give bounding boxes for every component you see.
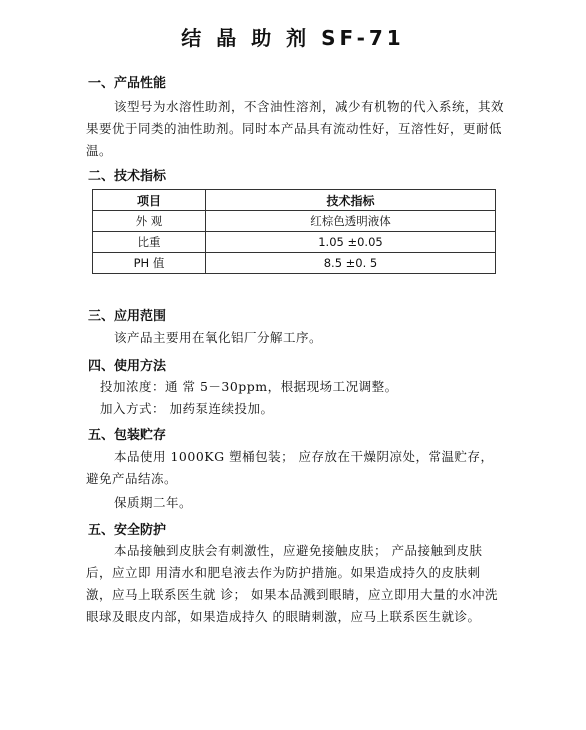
table-cell: 1.05 ±0.05 — [205, 232, 495, 253]
table-cell: 外 观 — [93, 211, 206, 232]
section-heading-usage: 四、使用方法 — [88, 359, 167, 374]
table-cell: 红棕色透明液体 — [205, 211, 495, 232]
storage-shelf-life: 保质期二年。 — [114, 495, 193, 510]
section-heading-safety: 五、安全防护 — [88, 523, 167, 538]
section-heading-performance: 一、产品性能 — [88, 76, 167, 91]
table-header-item: 项目 — [93, 190, 206, 211]
section-heading-specs: 二、技术指标 — [88, 169, 167, 184]
section-heading-application: 三、应用范围 — [88, 309, 167, 324]
table-cell: 8.5 ±0. 5 — [205, 253, 495, 274]
usage-dosage: 投加浓度：通 常 5－30ppm，根据现场工况调整。 — [100, 379, 398, 394]
section-text-storage: 本品使用 1000KG 塑桶包装； 应存放在干燥阴凉处，常温贮存，避免产品结冻。 — [86, 449, 494, 486]
table-header-row — [93, 190, 496, 211]
table-row — [93, 211, 496, 232]
usage-method: 加入方式： 加药泵连续投加。 — [100, 401, 274, 416]
section-text-performance: 该型号为水溶性助剂，不含油性溶剂，减少有机物的代入系统，其效果要优于同类的油性助剂。同时本产品具有流动性好，互溶性好，更耐低温。 — [86, 99, 505, 158]
table-cell: PH 值 — [93, 253, 206, 274]
section-text-safety: 本品接触到皮肤会有刺激性，应避免接触皮肤； 产品接触到皮肤后，应立即 用清水和肥皂液去作为防护措施。如果造成持久的皮肤刺激，应马上联系医生就 诊； 如果本品溅到眼睛，应立即用大量的水冲洗眼球及眼皮内部，如果造成持久 的眼睛刺激，应马上联系医生就诊。 — [86, 543, 498, 624]
table-row — [93, 232, 496, 253]
table-cell: 比重 — [93, 232, 206, 253]
section-text-application: 该产品主要用在氧化铝厂分解工序。 — [114, 330, 323, 345]
table-header-spec: 技术指标 — [205, 190, 495, 211]
section-heading-storage: 五、包装贮存 — [88, 428, 167, 443]
document-title: 结 晶 助 剂 SF-71 — [181, 26, 405, 50]
spec-table — [92, 189, 496, 274]
table-row — [93, 253, 496, 274]
